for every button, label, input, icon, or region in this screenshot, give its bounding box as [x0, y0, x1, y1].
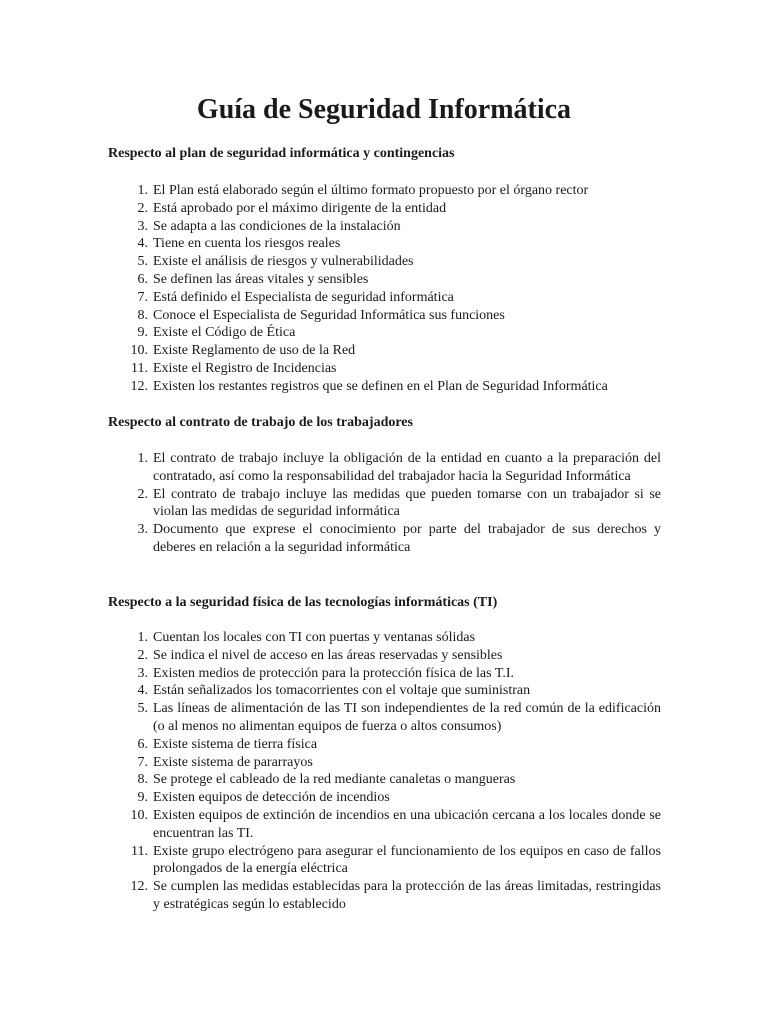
list-item — [108, 789, 661, 807]
item-number: 4. — [137, 236, 148, 252]
list-item — [108, 647, 661, 665]
item-number: 4. — [137, 683, 148, 699]
item-number: 11. — [131, 843, 148, 859]
item-number: 10. — [130, 807, 148, 823]
item-number: 12. — [130, 879, 148, 895]
list-item — [108, 307, 661, 325]
list-item — [108, 486, 661, 522]
item-text: Existe el Código de Ética — [153, 325, 296, 341]
list-item — [108, 878, 661, 914]
list-item — [108, 700, 661, 736]
item-text: Se cumplen las medidas establecidas para la protección de las áreas limitadas, restringidas y estratégicas según lo establecido — [153, 879, 661, 912]
section-heading: Respecto a la seguridad física de las tecnologías informáticas (TI) — [108, 595, 498, 610]
list-item — [108, 200, 661, 218]
item-text: Cuentan los locales con TI con puertas y ventanas sólidas — [153, 630, 476, 645]
list-item — [108, 807, 661, 843]
list-item — [108, 771, 661, 789]
item-number: 1. — [137, 630, 148, 645]
item-number: 12. — [130, 378, 148, 394]
item-text: Existen medios de protección para la protección física de las T.I. — [153, 665, 515, 681]
item-number: 5. — [137, 701, 148, 717]
item-number: 1. — [137, 183, 148, 198]
item-number: 3. — [137, 522, 148, 538]
item-text: El contrato de trabajo incluye las medidas que pueden tomarse con un trabajador si se violan las medidas de seguridad informática — [153, 486, 661, 520]
list-item — [108, 324, 661, 342]
item-number: 8. — [137, 772, 148, 788]
list-item — [108, 182, 661, 200]
item-text: Existen equipos de extinción de incendios en una ubicación cercana a los locales donde se encuentran las TI. — [153, 807, 661, 841]
item-number: 9. — [137, 790, 148, 806]
item-number: 3. — [137, 218, 148, 234]
item-text: Se adapta a las condiciones de la instalación — [153, 218, 401, 234]
item-number: 7. — [137, 289, 148, 305]
list-item — [108, 736, 661, 754]
item-text: Existe sistema de tierra física — [153, 736, 318, 752]
list-item — [108, 629, 661, 647]
list-item — [108, 521, 661, 557]
item-text: Existe Reglamento de uso de la Red — [153, 343, 356, 359]
list-item — [108, 218, 661, 236]
section-heading: Respecto al contrato de trabajo de los trabajadores — [108, 415, 413, 430]
ordered-list — [108, 629, 661, 914]
item-text: Tiene en cuenta los riesgos reales — [153, 236, 341, 252]
item-text: El contrato de trabajo incluye la obligación de la entidad en cuanto a la preparación del contratado, así como la responsabilidad del trabajador hacia la Seguridad Informática — [153, 451, 661, 484]
item-text: Está definido el Especialista de seguridad informática — [153, 289, 454, 305]
list-item — [108, 665, 661, 683]
list-item — [108, 682, 661, 700]
item-text: Se protege el cableado de la red mediante canaletas o mangueras — [153, 772, 516, 788]
list-item — [108, 235, 661, 253]
list-item — [108, 253, 661, 271]
ordered-list — [108, 450, 661, 557]
list-item — [108, 754, 661, 772]
item-text: Documento que exprese el conocimiento por parte del trabajador de sus derechos y deberes en relación a la seguridad informática — [153, 522, 661, 555]
item-text: Existe sistema de pararrayos — [153, 754, 313, 770]
item-number: 1. — [137, 451, 148, 466]
item-text: Está aprobado por el máximo dirigente de la entidad — [153, 200, 447, 216]
item-number: 2. — [137, 647, 148, 663]
section-heading: Respecto al plan de seguridad informática y contingencias — [108, 146, 455, 161]
item-number: 6. — [137, 271, 148, 287]
item-number: 5. — [137, 254, 148, 270]
item-number: 6. — [137, 736, 148, 752]
item-number: 11. — [131, 360, 148, 376]
item-number: 10. — [130, 343, 148, 359]
list-item — [108, 843, 661, 879]
item-number: 9. — [137, 325, 148, 341]
list-item — [108, 360, 661, 378]
item-number: 7. — [137, 754, 148, 770]
ordered-list — [108, 182, 661, 396]
item-text: Conoce el Especialista de Seguridad Informática sus funciones — [153, 307, 505, 323]
list-item — [108, 450, 661, 486]
item-number: 3. — [137, 665, 148, 681]
item-text: Se indica el nivel de acceso en las áreas reservadas y sensibles — [153, 647, 503, 663]
list-item — [108, 378, 661, 396]
item-number: 8. — [137, 307, 148, 323]
list-item — [108, 289, 661, 307]
item-text: El Plan está elaborado según el último formato propuesto por el órgano rector — [153, 183, 589, 198]
item-text: Existe el análisis de riesgos y vulnerabilidades — [153, 254, 414, 270]
item-text: Existen equipos de detección de incendios — [153, 790, 390, 806]
item-text: Las líneas de alimentación de las TI son independientes de la red común de la edificación (o al menos no alimentan equipos de fuerza o altos consumos) — [153, 701, 661, 734]
item-text: Se definen las áreas vitales y sensibles — [153, 271, 369, 287]
item-number: 2. — [137, 200, 148, 216]
item-text: Existen los restantes registros que se definen en el Plan de Seguridad Informática — [153, 378, 608, 394]
item-number: 2. — [137, 486, 148, 502]
list-item — [108, 342, 661, 360]
page-title: Guía de Seguridad Informática — [196, 94, 572, 125]
list-item — [108, 271, 661, 289]
item-text: Existe grupo electrógeno para asegurar el funcionamiento de los equipos en caso de fallos prolongados de la energía eléctrica — [153, 843, 661, 877]
item-text: Están señalizados los tomacorrientes con el voltaje que suministran — [153, 683, 531, 699]
item-text: Existe el Registro de Incidencias — [153, 360, 337, 376]
